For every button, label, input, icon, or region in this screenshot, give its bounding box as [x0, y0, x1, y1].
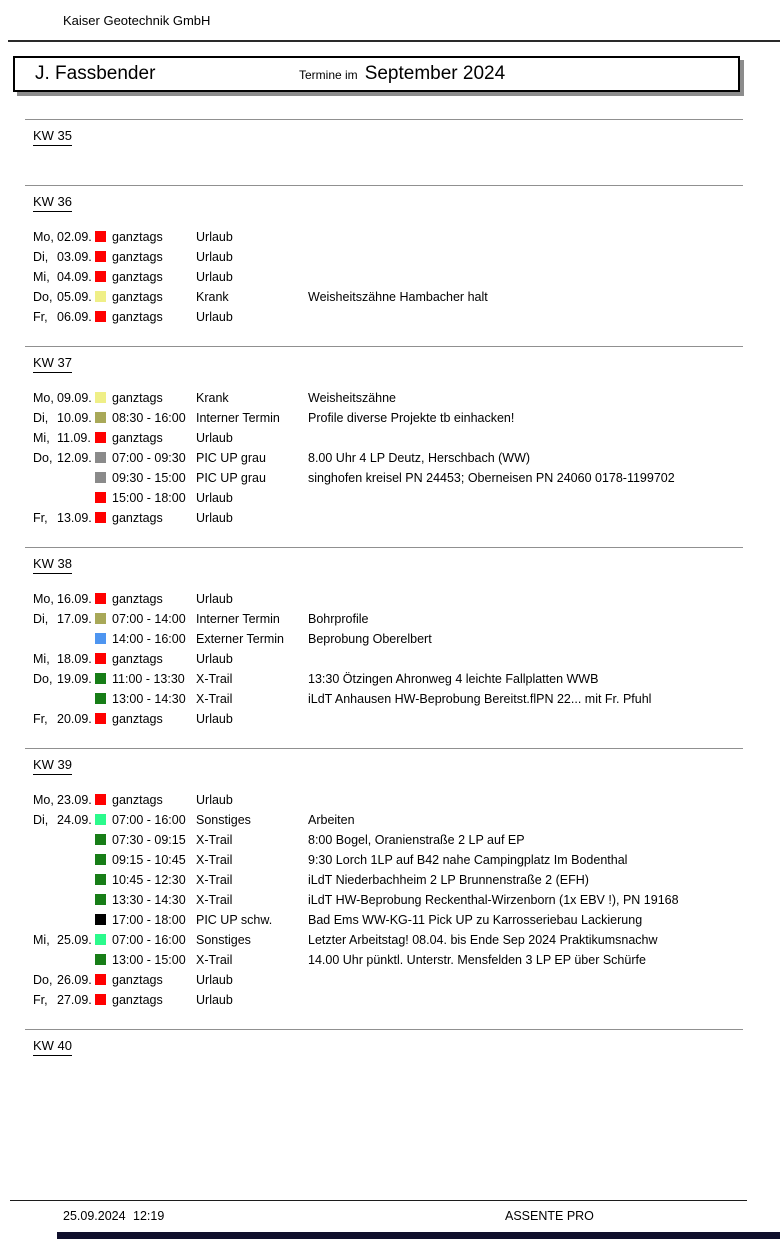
entry-type: Urlaub — [196, 270, 233, 284]
entry-note: iLdT Anhausen HW-Beprobung Bereitst.flPN 22... mit Fr. Pfuhl — [308, 692, 652, 706]
entry-type: Urlaub — [196, 793, 233, 807]
entry-type: Urlaub — [196, 491, 233, 505]
entry-time: ganztags — [112, 973, 163, 987]
entry-day: Mo, — [33, 391, 54, 405]
category-color-swatch-icon — [95, 512, 106, 523]
week-divider-rule — [25, 1029, 743, 1030]
appointment-row — [0, 930, 780, 950]
entry-note: Beprobung Oberelbert — [308, 632, 432, 646]
entry-day: Do, — [33, 672, 53, 686]
entry-day: Fr, — [33, 511, 48, 525]
appointment-row — [0, 649, 780, 669]
category-color-swatch-icon — [95, 472, 106, 483]
entry-type: Urlaub — [196, 431, 233, 445]
entry-date: 17.09. — [57, 612, 92, 626]
entry-day: Mo, — [33, 230, 54, 244]
entry-time: 09:30 - 15:00 — [112, 471, 186, 485]
entry-type: Interner Termin — [196, 411, 280, 425]
entry-time: 07:00 - 16:00 — [112, 933, 186, 947]
appointment-row — [0, 428, 780, 448]
entry-time: 09:15 - 10:45 — [112, 853, 186, 867]
entry-note — [308, 709, 780, 729]
entry-time: ganztags — [112, 793, 163, 807]
week-section — [0, 547, 780, 729]
appointment-row — [0, 870, 780, 890]
category-color-swatch-icon — [95, 311, 106, 322]
appointment-row — [0, 850, 780, 870]
entry-date: 10.09. — [57, 411, 92, 425]
entry-type: PIC UP grau — [196, 451, 266, 465]
appointment-row — [0, 669, 780, 689]
appointment-row — [0, 810, 780, 830]
kw-label: KW 38 — [33, 556, 72, 574]
entry-note — [308, 589, 780, 609]
entry-note — [308, 488, 780, 508]
week-section — [0, 346, 780, 528]
entry-time: ganztags — [112, 592, 163, 606]
week-divider-rule — [25, 748, 743, 749]
category-color-swatch-icon — [95, 954, 106, 965]
entry-type: X-Trail — [196, 672, 233, 686]
entry-date: 24.09. — [57, 813, 92, 827]
entry-note: iLdT Niederbachheim 2 LP Brunnenstraße 2 (EFH) — [308, 873, 589, 887]
app-name: ASSENTE PRO — [505, 1209, 594, 1223]
person-name: J. Fassbender — [35, 63, 156, 84]
appointment-row — [0, 910, 780, 930]
week-section — [0, 1029, 780, 1055]
entry-time: 13:00 - 14:30 — [112, 692, 186, 706]
entry-note — [308, 247, 780, 267]
entry-note: Bad Ems WW-KG-11 Pick UP zu Karrosseriebau Lackierung — [308, 913, 643, 927]
entry-day: Di, — [33, 250, 49, 264]
entry-time: 07:30 - 09:15 — [112, 833, 186, 847]
entry-note: singhofen kreisel PN 24453; Oberneisen PN 24060 0178-1199702 — [308, 471, 675, 485]
entry-day: Fr, — [33, 993, 48, 1007]
entry-type: X-Trail — [196, 853, 233, 867]
category-color-swatch-icon — [95, 874, 106, 885]
entry-type: Urlaub — [196, 230, 233, 244]
week-section — [0, 185, 780, 327]
entry-note: 8.00 Uhr 4 LP Deutz, Herschbach (WW) — [308, 451, 531, 465]
category-color-swatch-icon — [95, 814, 106, 825]
entry-day — [33, 689, 57, 709]
entry-day: Mo, — [33, 592, 54, 606]
appointment-row — [0, 589, 780, 609]
entry-type: X-Trail — [196, 893, 233, 907]
title-month: September 2024 — [364, 63, 506, 84]
entry-day: Do, — [33, 973, 53, 987]
category-color-swatch-icon — [95, 251, 106, 262]
kw-label: KW 40 — [33, 1038, 72, 1056]
entry-type: Krank — [196, 391, 229, 405]
entry-day — [33, 950, 57, 970]
kw-label: KW 36 — [33, 194, 72, 212]
category-color-swatch-icon — [95, 452, 106, 463]
entry-date: 13.09. — [57, 511, 92, 525]
entry-note — [308, 307, 780, 327]
week-divider-rule — [25, 547, 743, 548]
entry-time: 10:45 - 12:30 — [112, 873, 186, 887]
appointment-row — [0, 890, 780, 910]
entry-date — [57, 629, 95, 649]
entry-day — [33, 629, 57, 649]
entry-day: Mi, — [33, 933, 50, 947]
kw-label: KW 37 — [33, 355, 72, 373]
entry-date — [57, 950, 95, 970]
entry-note: Weisheitszähne — [308, 391, 397, 405]
entry-day — [33, 850, 57, 870]
week-divider-rule — [25, 185, 743, 186]
appointment-row — [0, 468, 780, 488]
entry-time: 13:30 - 14:30 — [112, 893, 186, 907]
entry-note: Arbeiten — [308, 813, 355, 827]
entry-type: Urlaub — [196, 250, 233, 264]
entry-day: Di, — [33, 813, 49, 827]
entry-date: 18.09. — [57, 652, 92, 666]
entry-date — [57, 870, 95, 890]
title-prefix: Termine im — [299, 68, 358, 82]
entry-time: 11:00 - 13:30 — [112, 672, 185, 686]
entry-date: 09.09. — [57, 391, 92, 405]
entry-date: 02.09. — [57, 230, 92, 244]
appointment-row — [0, 388, 780, 408]
appointment-row — [0, 609, 780, 629]
appointment-row — [0, 508, 780, 528]
entry-day — [33, 830, 57, 850]
entry-day: Fr, — [33, 712, 48, 726]
entry-type: Urlaub — [196, 712, 233, 726]
entry-date — [57, 890, 95, 910]
entry-date — [57, 488, 95, 508]
entry-note: Profile diverse Projekte tb einhacken! — [308, 411, 515, 425]
appointment-row — [0, 408, 780, 428]
category-color-swatch-icon — [95, 894, 106, 905]
appointment-rows — [0, 227, 780, 327]
entry-time: ganztags — [112, 270, 163, 284]
entry-note — [308, 267, 780, 287]
entry-date: 03.09. — [57, 250, 92, 264]
category-color-swatch-icon — [95, 934, 106, 945]
entry-day: Mi, — [33, 652, 50, 666]
week-divider-rule — [25, 346, 743, 347]
category-color-swatch-icon — [95, 492, 106, 503]
appointment-row — [0, 970, 780, 990]
entry-date: 20.09. — [57, 712, 92, 726]
appointment-row — [0, 307, 780, 327]
entry-type: X-Trail — [196, 692, 233, 706]
appointment-rows — [0, 388, 780, 528]
week-divider-rule — [25, 119, 743, 120]
entry-type: PIC UP grau — [196, 471, 266, 485]
entry-note: 8:00 Bogel, Oranienstraße 2 LP auf EP — [308, 833, 525, 847]
entry-time: ganztags — [112, 712, 163, 726]
category-color-swatch-icon — [95, 291, 106, 302]
category-color-swatch-icon — [95, 854, 106, 865]
category-color-swatch-icon — [95, 653, 106, 664]
entry-day — [33, 488, 57, 508]
entry-day: Di, — [33, 411, 49, 425]
footer-date: 25.09.2024 — [63, 1209, 126, 1223]
entry-day — [33, 870, 57, 890]
appointment-row — [0, 790, 780, 810]
category-color-swatch-icon — [95, 613, 106, 624]
entry-time: 07:00 - 16:00 — [112, 813, 186, 827]
entry-type: X-Trail — [196, 833, 233, 847]
entry-note: Weisheitszähne Hambacher halt — [308, 290, 488, 304]
title-box — [13, 56, 740, 92]
entry-type: Krank — [196, 290, 229, 304]
entry-type: Interner Termin — [196, 612, 280, 626]
entry-date: 27.09. — [57, 993, 92, 1007]
category-color-swatch-icon — [95, 794, 106, 805]
category-color-swatch-icon — [95, 673, 106, 684]
appointment-row — [0, 709, 780, 729]
entry-type: X-Trail — [196, 953, 233, 967]
entry-date — [57, 910, 95, 930]
entry-date: 04.09. — [57, 270, 92, 284]
entry-time: 07:00 - 09:30 — [112, 451, 186, 465]
entry-note — [308, 227, 780, 247]
entry-time: ganztags — [112, 250, 163, 264]
entry-date: 05.09. — [57, 290, 92, 304]
category-color-swatch-icon — [95, 974, 106, 985]
entry-note — [308, 508, 780, 528]
entry-date — [57, 830, 95, 850]
kw-label: KW 39 — [33, 757, 72, 775]
entry-date: 12.09. — [57, 451, 92, 465]
entry-date: 19.09. — [57, 672, 92, 686]
appointment-row — [0, 629, 780, 649]
appointment-row — [0, 950, 780, 970]
entry-type: Externer Termin — [196, 632, 284, 646]
entry-type: Sonstiges — [196, 813, 251, 827]
entry-time: 07:00 - 14:00 — [112, 612, 186, 626]
appointment-row — [0, 830, 780, 850]
week-section — [0, 748, 780, 1010]
entry-note — [308, 649, 780, 669]
entry-time: ganztags — [112, 993, 163, 1007]
category-color-swatch-icon — [95, 231, 106, 242]
entry-day: Mo, — [33, 793, 54, 807]
category-color-swatch-icon — [95, 994, 106, 1005]
entry-day: Do, — [33, 290, 53, 304]
entry-note: 14.00 Uhr pünktl. Unterstr. Mensfelden 3 LP EP über Schürfe — [308, 953, 646, 967]
category-color-swatch-icon — [95, 412, 106, 423]
appointment-row — [0, 448, 780, 468]
entry-day — [33, 468, 57, 488]
entry-day: Mi, — [33, 431, 50, 445]
entry-time: 08:30 - 16:00 — [112, 411, 186, 425]
entry-time: ganztags — [112, 391, 163, 405]
appointment-row — [0, 247, 780, 267]
entry-type: Urlaub — [196, 592, 233, 606]
category-color-swatch-icon — [95, 271, 106, 282]
footer-rule — [10, 1200, 747, 1201]
company-name: Kaiser Geotechnik GmbH — [63, 13, 211, 28]
entry-time: 17:00 - 18:00 — [112, 913, 186, 927]
entry-note: Bohrprofile — [308, 612, 369, 626]
category-color-swatch-icon — [95, 432, 106, 443]
appointment-row — [0, 990, 780, 1010]
entry-time: ganztags — [112, 310, 163, 324]
entry-date: 06.09. — [57, 310, 92, 324]
entry-date: 16.09. — [57, 592, 92, 606]
entry-time: ganztags — [112, 230, 163, 244]
entry-time: ganztags — [112, 652, 163, 666]
entry-type: Urlaub — [196, 310, 233, 324]
entry-note: iLdT HW-Beprobung Reckenthal-Wirzenborn (1x EBV !), PN 19168 — [308, 893, 679, 907]
category-color-swatch-icon — [95, 593, 106, 604]
entry-date: 23.09. — [57, 793, 92, 807]
entry-note: 9:30 Lorch 1LP auf B42 nahe Campingplatz Im Bodenthal — [308, 853, 628, 867]
entry-date — [57, 689, 95, 709]
entry-date — [57, 850, 95, 870]
weeks — [0, 119, 780, 1095]
entry-date — [57, 468, 95, 488]
entry-day: Mi, — [33, 270, 50, 284]
bottom-window-edge — [57, 1232, 780, 1239]
category-color-swatch-icon — [95, 914, 106, 925]
entry-day: Fr, — [33, 310, 48, 324]
entry-type: Urlaub — [196, 973, 233, 987]
entry-time: ganztags — [112, 290, 163, 304]
entry-note: Letzter Arbeitstag! 08.04. bis Ende Sep 2024 Praktikumsnachw — [308, 933, 658, 947]
entry-time: ganztags — [112, 511, 163, 525]
header-rule — [8, 40, 780, 42]
entry-type: Urlaub — [196, 652, 233, 666]
entry-date: 25.09. — [57, 933, 92, 947]
report-title — [299, 63, 505, 85]
category-color-swatch-icon — [95, 693, 106, 704]
entry-time: ganztags — [112, 431, 163, 445]
appointment-row — [0, 488, 780, 508]
appointment-rows — [0, 589, 780, 729]
entry-time: 13:00 - 15:00 — [112, 953, 186, 967]
entry-time: 15:00 - 18:00 — [112, 491, 186, 505]
entry-type: Urlaub — [196, 511, 233, 525]
appointment-row — [0, 287, 780, 307]
entry-type: Sonstiges — [196, 933, 251, 947]
week-section — [0, 119, 780, 145]
entry-date: 26.09. — [57, 973, 92, 987]
kw-label: KW 35 — [33, 128, 72, 146]
entry-time: 14:00 - 16:00 — [112, 632, 186, 646]
category-color-swatch-icon — [95, 633, 106, 644]
appointment-row — [0, 267, 780, 287]
footer-time: 12:19 — [133, 1209, 165, 1223]
entry-type: X-Trail — [196, 873, 233, 887]
entry-note — [308, 970, 780, 990]
category-color-swatch-icon — [95, 392, 106, 403]
appointment-rows — [0, 790, 780, 1010]
appointment-row — [0, 689, 780, 709]
entry-note — [308, 790, 780, 810]
category-color-swatch-icon — [95, 713, 106, 724]
category-color-swatch-icon — [95, 834, 106, 845]
entry-date: 11.09. — [57, 431, 91, 445]
entry-type: Urlaub — [196, 993, 233, 1007]
entry-note: 13:30 Ötzingen Ahronweg 4 leichte Fallplatten WWB — [308, 672, 599, 686]
entry-day: Di, — [33, 612, 49, 626]
entry-day — [33, 910, 57, 930]
appointment-row — [0, 227, 780, 247]
entry-note — [308, 990, 780, 1010]
entry-type: PIC UP schw. — [196, 913, 273, 927]
entry-day — [33, 890, 57, 910]
entry-note — [308, 428, 780, 448]
entry-day: Do, — [33, 451, 53, 465]
